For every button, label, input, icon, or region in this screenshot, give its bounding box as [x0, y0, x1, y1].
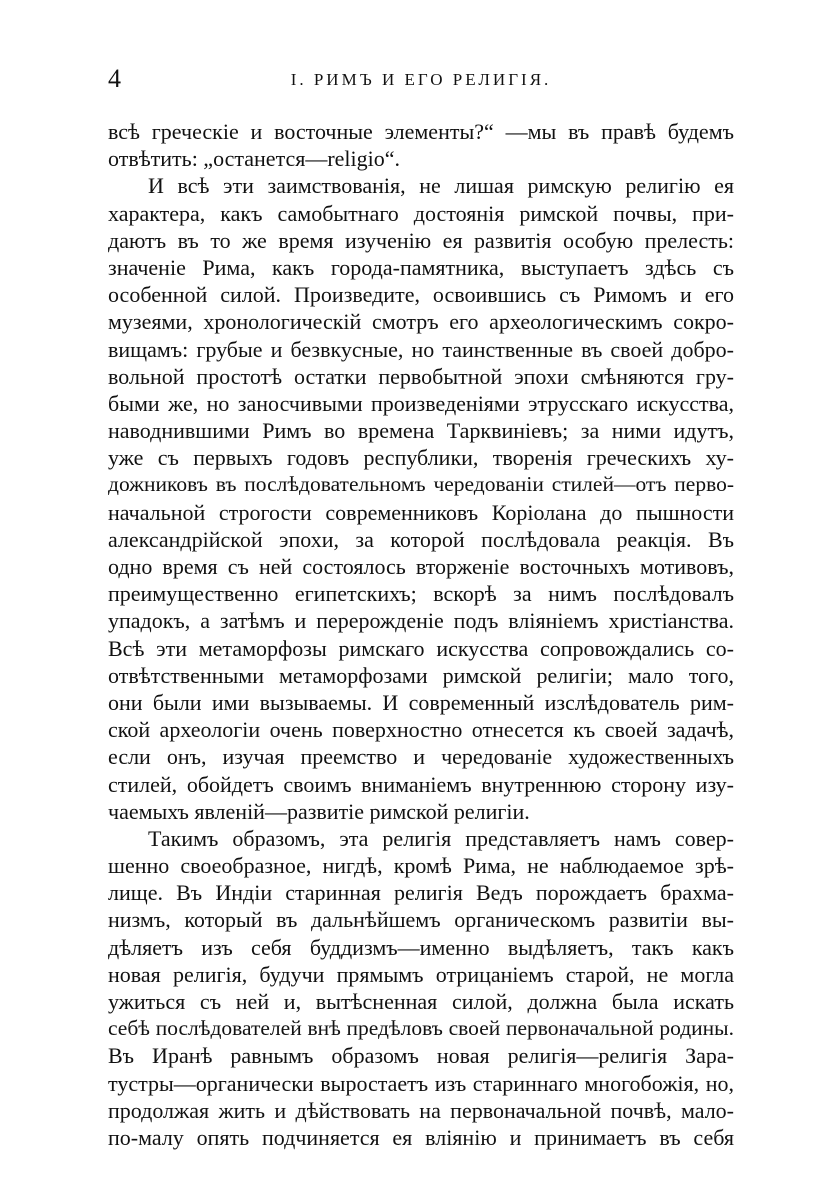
text-line: ской археологіи очень поверхностно отнесется къ своей задачѣ,: [108, 717, 734, 743]
text-line: музеями, хронологическій смотръ его археологическимъ сокро-: [108, 309, 734, 335]
text-line: продолжая жить и дѣйствовать на первоначальной почвѣ, мало-: [108, 1097, 734, 1123]
text-line: вольной простотѣ остатки первобытной эпохи смѣняются гру-: [108, 363, 734, 389]
body-text: [108, 118, 734, 1151]
text-line: дѣляетъ изъ себя буддизмъ—именно выдѣляетъ, такъ какъ: [108, 934, 734, 960]
text-line: уже съ первыхъ годовъ республики, творенія греческихъ ху-: [108, 445, 734, 471]
text-line: Всѣ эти метаморфозы римскаго искусства сопровождались со-: [108, 635, 734, 661]
text-line: новая религія, будучи прямымъ отрицаніемъ старой, не могла: [108, 961, 734, 987]
text-line: отвѣтить: „останется—religio“.: [108, 146, 401, 172]
text-line: по-малу опять подчиняется ея вліянію и принимаетъ въ себя: [108, 1124, 734, 1150]
text-line: шенно своеобразное, нигдѣ, кромѣ Рима, не наблюдаемое зрѣ-: [108, 853, 734, 879]
text-line: если онъ, изучая преемство и чередованіе художественныхъ: [108, 744, 734, 770]
text-line: вищамъ: грубые и безвкусные, но таинственные въ своей добро-: [108, 336, 734, 362]
text-line: даютъ въ то же время изученію ея развитія особую прелесть:: [108, 227, 734, 253]
text-line: дожниковъ въ послѣдовательномъ чередованіи стилей—отъ перво-: [108, 472, 734, 497]
text-line: упадокъ, а затѣмъ и перерожденіе подъ вліяніемъ христіанства.: [108, 608, 734, 634]
text-line: отвѣтственными метаморфозами римской религіи; мало того,: [108, 662, 734, 688]
text-line: Въ Иранѣ равнымъ образомъ новая религія—религія Зара-: [108, 1043, 734, 1069]
text-line: значеніе Рима, какъ города-памятника, выступаетъ здѣсь съ: [108, 254, 734, 280]
text-line: одно время съ ней состоялось вторженіе восточныхъ мотивовъ,: [108, 554, 734, 579]
text-line: низмъ, который въ дальнѣйшемъ органическомъ развитіи вы-: [108, 907, 734, 933]
text-line: преимущественно египетскихъ; вскорѣ за нимъ послѣдовалъ: [108, 581, 734, 607]
page-header: [108, 64, 734, 94]
text-line: чаемыхъ явленій—развитіе римской религіи.: [108, 798, 530, 824]
text-line: И всѣ эти заимствованія, не лишая римскую религію ея: [148, 173, 734, 199]
text-line: характера, какъ самобытнаго достоянія римской почвы, при-: [108, 200, 734, 226]
text-line: ужиться съ ней и, вытѣсненная силой, должна была искать: [108, 989, 734, 1014]
text-line: себѣ послѣдователей внѣ предѣловъ своей первоначальной родины.: [108, 1016, 734, 1041]
text-line: особенной силой. Произведите, освоившись съ Римомъ и его: [108, 282, 734, 308]
text-line: тустры—органически выростаетъ изъ стариннаго многобожія, но,: [108, 1070, 734, 1096]
text-line: наводнившими Римъ во времена Тарквиніевъ; за ними идутъ,: [108, 418, 734, 444]
page-number: 4: [108, 64, 121, 93]
text-line: лище. Въ Индіи старинная религія Ведъ порождаетъ брахма-: [108, 880, 734, 906]
text-line: быми же, но заносчивыми произведеніями этрусскаго искусства,: [108, 390, 734, 416]
text-line: александрійской эпохи, за которой послѣдовала реакція. Въ: [108, 526, 734, 552]
running-head: I. РИМЪ И ЕГО РЕЛИГІЯ.: [290, 70, 552, 89]
text-line: начальной строгости современниковъ Коріолана до пышности: [108, 499, 734, 525]
text-line: Такимъ образомъ, эта религія представляетъ намъ совер-: [148, 825, 734, 851]
text-line: всѣ греческіе и восточные элементы?“ —мы въ правѣ будемъ: [108, 119, 734, 144]
text-line: стилей, обойдетъ своимъ вниманіемъ внутреннюю сторону изу-: [108, 771, 734, 797]
text-line: они были ими вызываемы. И современный изслѣдователь рим-: [108, 689, 734, 715]
